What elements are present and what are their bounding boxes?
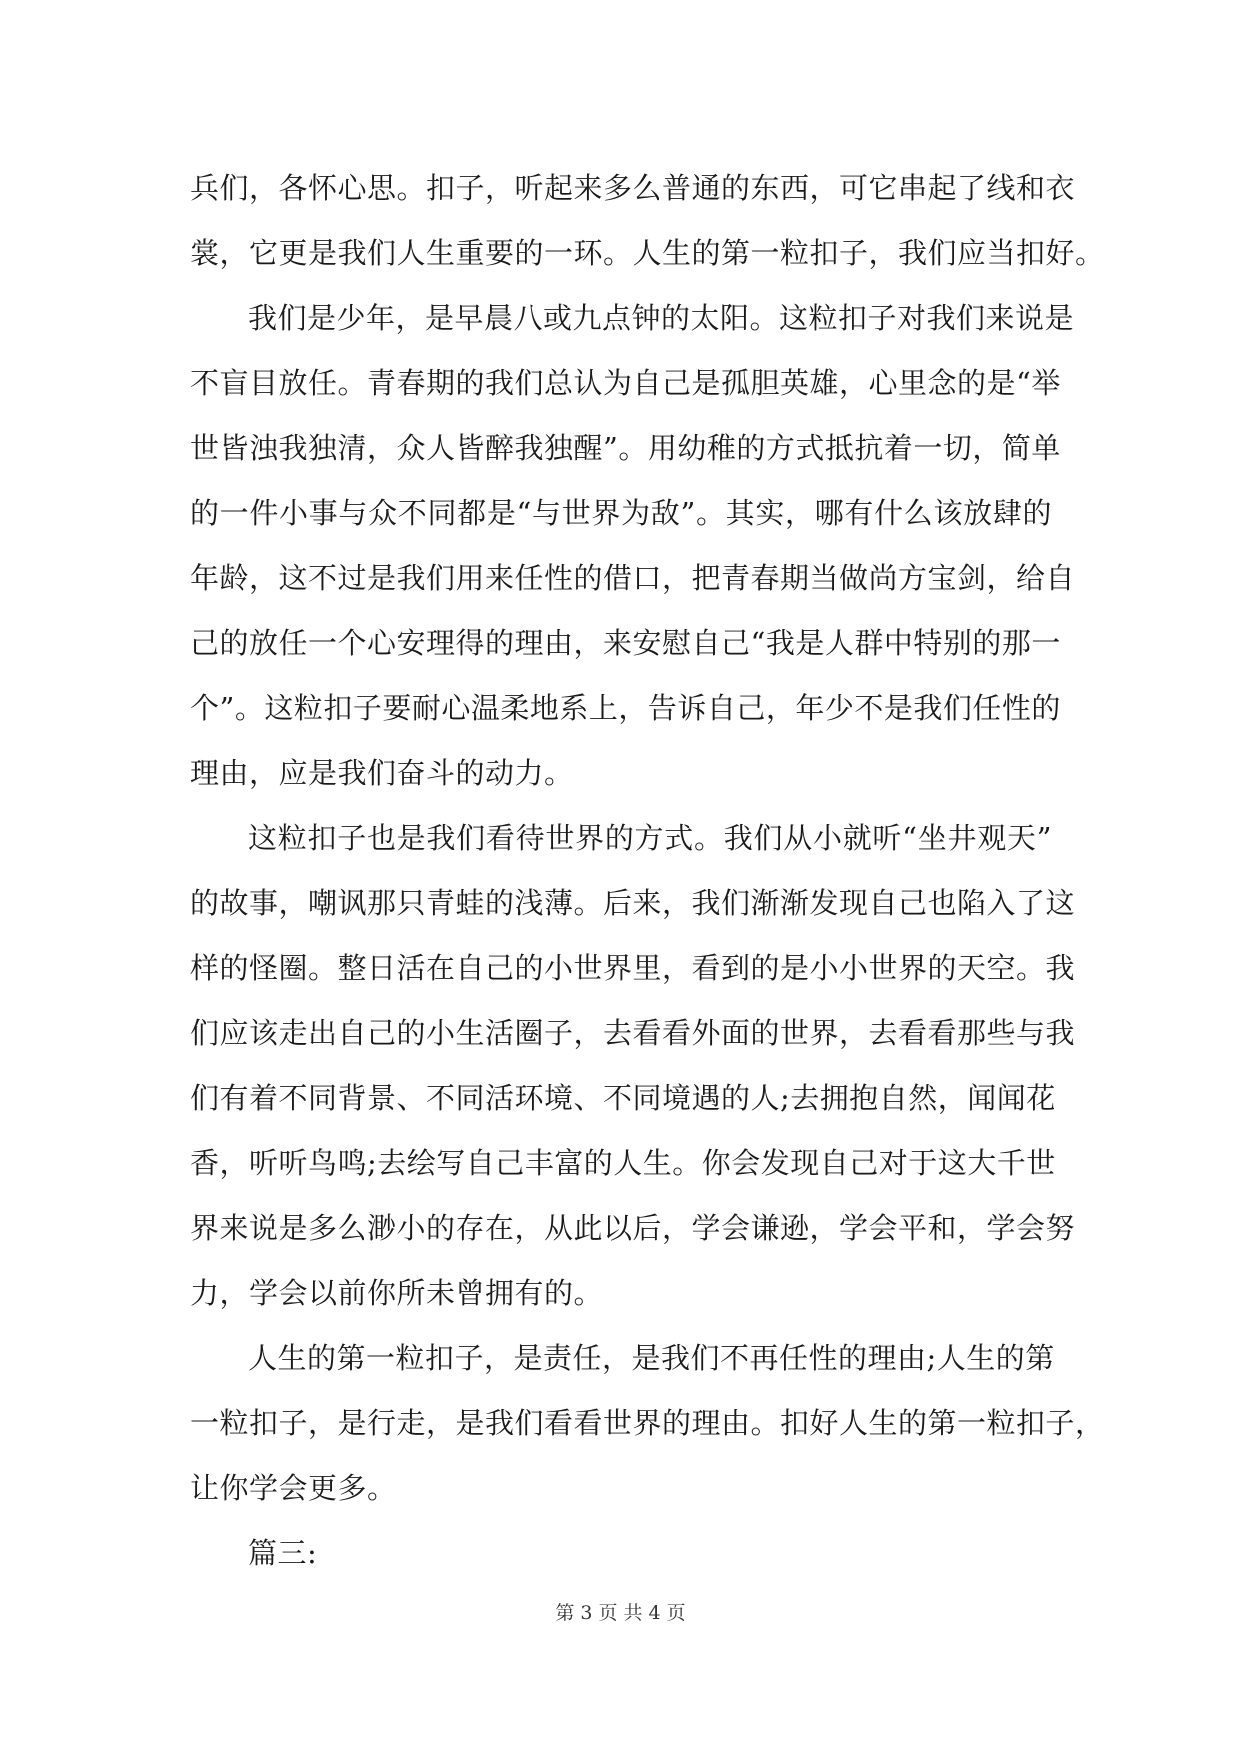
- text-line: 裳，它更是我们人生重要的一环。人生的第一粒扣子，我们应当扣好。: [190, 236, 1105, 270]
- text-line: 的故事，嘲讽那只青蛙的浅薄。后来，我们渐渐发现自己也陷入了这: [190, 886, 1076, 920]
- text-line: 一粒扣子，是行走，是我们看看世界的理由。扣好人生的第一粒扣子，: [190, 1406, 1105, 1440]
- text-line: 让你学会更多。: [190, 1471, 397, 1505]
- text-line: 的一件小事与众不同都是“与世界为敌”。其实，哪有什么该放肆的: [190, 496, 1052, 530]
- page-footer: 第 3 页 共 4 页: [555, 1602, 686, 1624]
- text-line: 不盲目放任。青春期的我们总认为自己是孤胆英雄，心里念的是“举: [190, 366, 1061, 400]
- text-line: 年龄，这不过是我们用来任性的借口，把青春期当做尚方宝剑，给自: [190, 561, 1076, 595]
- text-line: 们应该走出自己的小生活圈子，去看看外面的世界，去看看那些与我: [190, 1016, 1076, 1050]
- text-line: 样的怪圈。整日活在自己的小世界里，看到的是小小世界的天空。我: [190, 951, 1076, 985]
- text-line: 人生的第一粒扣子，是责任，是我们不再任性的理由;人生的第: [248, 1341, 1055, 1375]
- text-line: 这粒扣子也是我们看待世界的方式。我们从小就听“坐井观天”: [248, 821, 1052, 855]
- text-line: 力，学会以前你所未曾拥有的。: [190, 1276, 604, 1310]
- section-heading: 篇三:: [248, 1536, 318, 1570]
- text-line: 己的放任一个心安理得的理由，来安慰自己“我是人群中特别的那一: [190, 626, 1061, 660]
- text-line: 界来说是多么渺小的存在，从此以后，学会谦逊，学会平和，学会努: [190, 1211, 1076, 1245]
- text-line: 香，听听鸟鸣;去绘写自己丰富的人生。你会发现自己对于这大千世: [190, 1146, 1056, 1180]
- text-line: 我们是少年，是早晨八或九点钟的太阳。这粒扣子对我们来说是: [248, 301, 1075, 335]
- text-line: 兵们，各怀心思。扣子，听起来多么普通的东西，可它串起了线和衣: [190, 171, 1076, 205]
- text-line: 理由，应是我们奋斗的动力。: [190, 756, 574, 790]
- text-line: 们有着不同背景、不同活环境、不同境遇的人;去拥抱自然，闻闻花: [190, 1081, 1056, 1115]
- body-text: [190, 156, 1105, 1586]
- text-line: 个”。这粒扣子要耐心温柔地系上，告诉自己，年少不是我们任性的: [190, 691, 1061, 725]
- text-line: 世皆浊我独清，众人皆醉我独醒”。用幼稚的方式抵抗着一切，简单: [190, 431, 1061, 465]
